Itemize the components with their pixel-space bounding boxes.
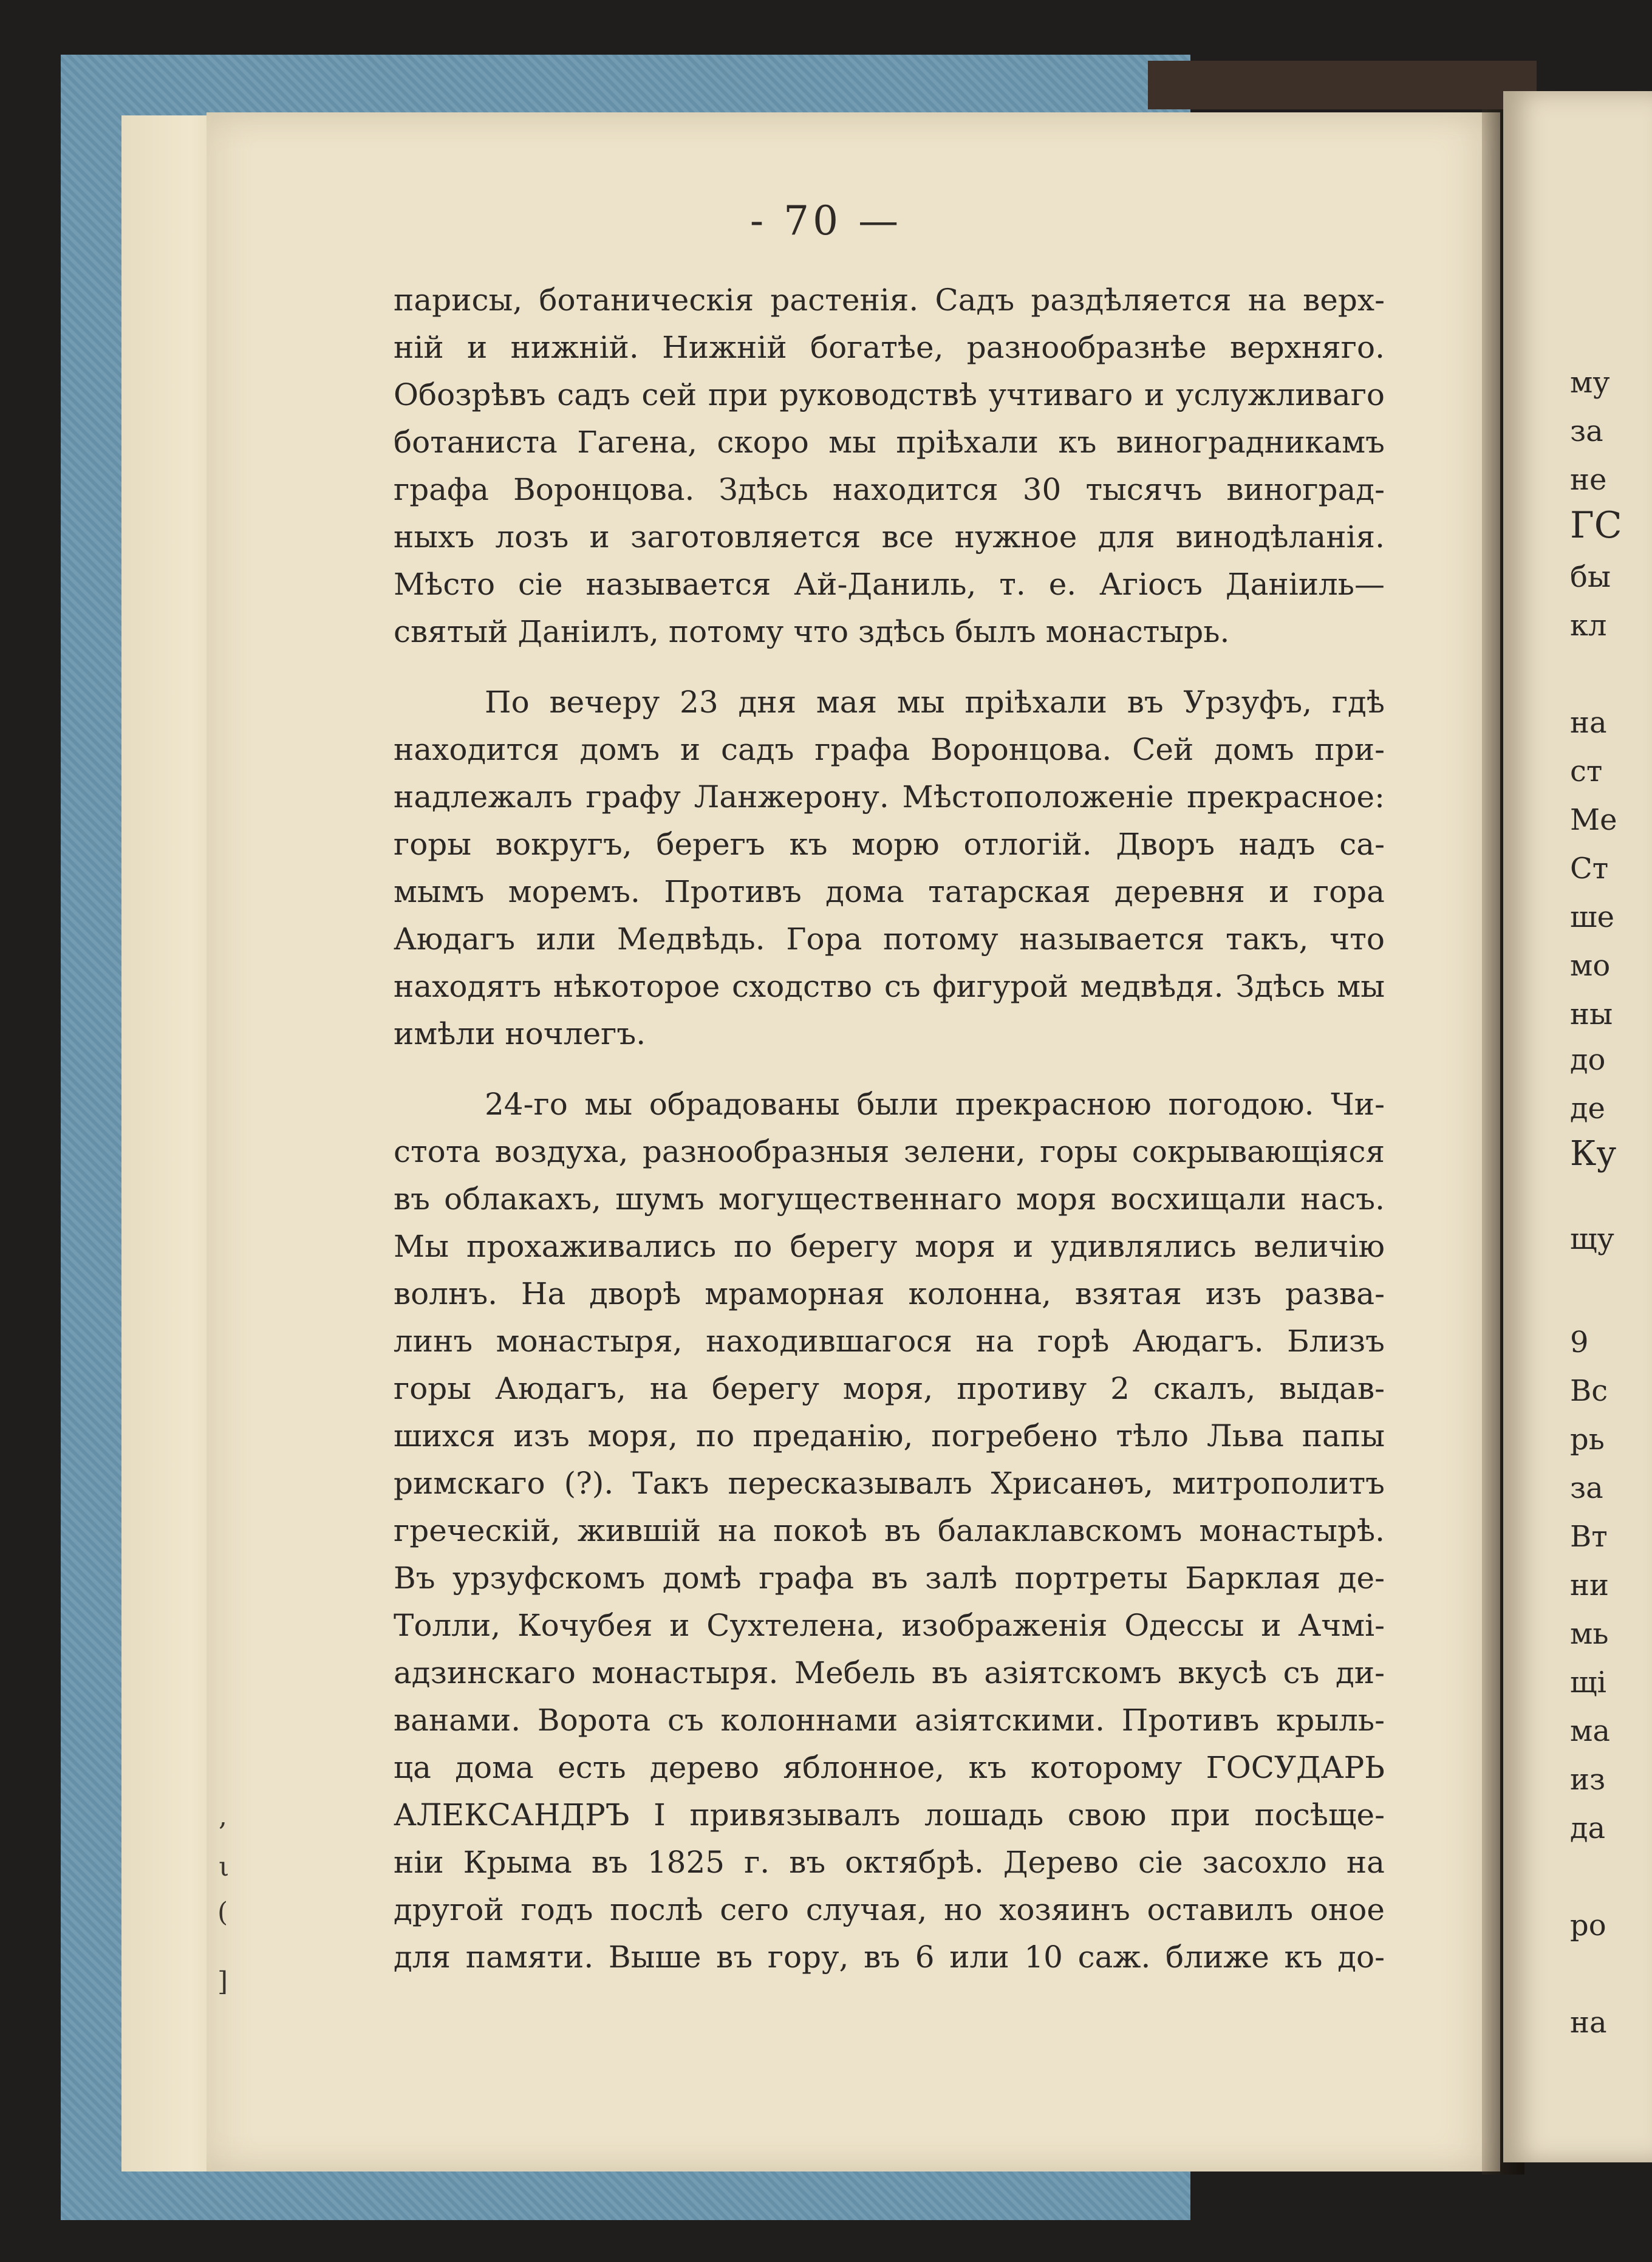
text-fragment: щі [1570,1666,1606,1700]
text-fragment: за [1570,1471,1603,1505]
text-line: надлежалъ графу Ланжерону. Мѣстоположеніе прекрасное: [394,779,1385,815]
margin-mark: ] [217,1966,228,1997]
text-fragment: на [1570,2006,1607,2040]
margin-mark: ι [219,1851,230,1882]
text-line: римскаго (?). Такъ пересказывалъ Хрисанѳъ, митрополитъ [394,1466,1385,1501]
text-line: ванами. Ворота съ колоннами азіятскими. Противъ крыль- [394,1703,1385,1738]
text-fragment: де [1570,1092,1605,1126]
text-line: въ облакахъ, шумъ могущественнаго моря восхищали насъ. [394,1181,1385,1217]
text-line: Толли, Кочубея и Сухтелена, изображенія Одессы и Ачмі- [394,1608,1385,1643]
text-fragment: ГС [1570,504,1622,547]
text-line: имѣли ночлегъ. [394,1016,646,1051]
text-line: горы вокругъ, берегъ къ морю отлогій. Дворъ надъ са- [394,827,1385,862]
margin-mark: ( [217,1897,228,1928]
text-line: ніи Крыма въ 1825 г. въ октябрѣ. Дерево сіе засохло на [394,1845,1385,1880]
text-line: шихся изъ моря, по преданію, погребено тѣло Льва папы [394,1418,1385,1454]
text-fragment: ны [1570,997,1613,1031]
text-line: святый Даніилъ, потому что здѣсь былъ монастырь. [394,614,1230,649]
text-line: мымъ моремъ. Противъ дома татарская деревня и гора [394,874,1385,909]
text-fragment: бы [1570,560,1611,594]
text-line: АЛЕКСАНДРЪ I привязывалъ лошадь свою при посѣще- [394,1797,1385,1833]
text-line: волнъ. На дворѣ мраморная колонна, взятая изъ развa- [394,1276,1385,1311]
text-line: парисы, ботаническія растенія. Садъ раздѣляется на верх- [394,282,1385,318]
paragraph-1 [394,276,1385,655]
text-fragment: мь [1570,1617,1609,1651]
paragraph-gap [394,1058,1385,1081]
text-fragment: ше [1570,900,1615,934]
text-line: По вечеру 23 дня мая мы пріѣхали въ Урзуфъ, гдѣ [485,685,1385,720]
text-fragment: му [1570,366,1610,400]
text-line: Аюдагъ или Медвѣдь. Гора потому называется такъ, что [394,921,1385,957]
text-line: Мѣсто сіе называется Ай-Даниль, т. е. Агіосъ Даніиль— [394,567,1385,602]
text-fragment: щу [1570,1222,1614,1256]
text-line: ній и нижній. Нижній богатѣе, разнообразнѣе верхняго. [394,330,1385,365]
text-line: находятъ нѣкоторое сходство съ фигурой медвѣдя. Здѣсь мы [394,969,1385,1004]
paragraph-2 [394,678,1385,1058]
text-line: линъ монастыря, находившагося на горѣ Аюдагъ. Близъ [394,1324,1385,1359]
text-fragment: ни [1570,1568,1609,1602]
text-line: Обозрѣвъ садъ сей при руководствѣ учтиваго и услужливаго [394,377,1385,412]
text-fragment: не [1570,463,1607,497]
text-line: для памяти. Выше въ гору, въ 6 или 10 саж. ближе къ до- [394,1939,1385,1975]
text-line: ныхъ лозъ и заготовляется все нужное для винодѣланія. [394,519,1385,555]
text-fragment: до [1570,1043,1606,1077]
text-fragment: кл [1570,609,1607,643]
text-fragment: из [1570,1763,1606,1797]
right-page [1503,91,1652,2162]
text-line: стота воздуха, разнообразныя зелени, горы сокрывающіяся [394,1134,1385,1169]
text-line: адзинскаго монастыря. Мебель въ азіятскомъ вкусѣ съ ди- [394,1655,1385,1690]
text-fragment: мо [1570,949,1611,983]
text-fragment: рь [1570,1423,1605,1457]
text-line: другой годъ послѣ сего случая, но хозяинъ оставилъ оное [394,1892,1385,1927]
text-line: горы Аюдагъ, на берегу моря, противу 2 скалъ, выдав- [394,1371,1385,1406]
text-fragment: Вт [1570,1520,1608,1554]
text-fragment: Ме [1570,803,1617,837]
text-line: греческій, жившій на покоѣ въ балаклавскомъ монастырѣ. [394,1513,1385,1548]
margin-mark: , [219,1801,227,1832]
text-fragment: 9 [1570,1325,1589,1359]
text-fragment: ст [1570,754,1603,788]
text-line: 24-го мы обрадованы были прекрасною погодою. Чи- [485,1087,1385,1122]
text-line: Въ урзуфскомъ домѣ графа въ залѣ портреты Барклая де- [394,1560,1385,1596]
text-fragment: да [1570,1811,1606,1845]
paragraph-3 [394,1081,1385,1981]
text-line: ца дома есть дерево яблонное, къ которому ГОСУДАРЬ [394,1750,1385,1785]
text-line: находится домъ и садъ графа Воронцова. Сей домъ при- [394,732,1385,767]
text-fragment: за [1570,414,1603,448]
text-fragment: Вс [1570,1374,1608,1408]
text-line: Мы прохаживались по берегу моря и удивлялись величію [394,1229,1385,1264]
text-line: ботаниста Гагена, скоро мы пріѣхали къ виноградникамъ [394,425,1385,460]
cover-spine-edge [1148,61,1537,109]
text-fragment: ма [1570,1714,1610,1748]
paragraph-gap [394,655,1385,678]
body-text [394,276,1385,1981]
text-fragment: Ст [1570,852,1609,886]
page-number: - 70 — [749,197,903,244]
text-fragment: Ку [1570,1134,1617,1174]
text-line: графа Воронцова. Здѣсь находится 30 тысячъ виноград- [394,472,1385,507]
text-fragment: ро [1570,1908,1606,1943]
text-fragment: на [1570,706,1607,740]
